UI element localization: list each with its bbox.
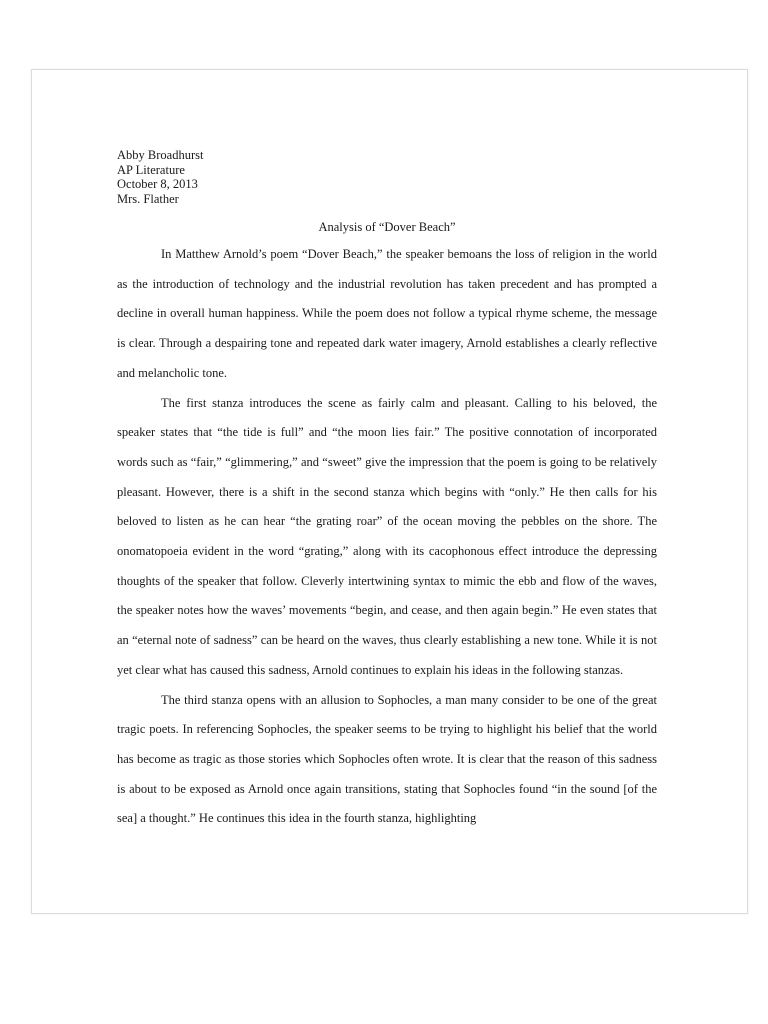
paragraph-stanza-one-two: The first stanza introduces the scene as fairly calm and pleasant. Calling to his beloved, the speaker states that “the tide is full” and “the moon lies fair.” The positive connotation of incorporated words such as “fair,” “glimmering,” and “sweet” give the impression that the poem is going to be relatively pleasant. However, there is a shift in the second stanza which begins with “only.” He then calls for his beloved to listen as he can hear “the grating roar” of the ocean moving the pebbles on the shore. The onomatopoeia evident in the word “grating,” along with its cacophonous effect introduce the depressing thoughts of the speaker that follow. Cleverly intertwining syntax to mimic the ebb and flow of the waves, the speaker notes how the waves’ movements “begin, and cease, and then again begin.” He even states that an “eternal note of sadness” can be heard on the waves, thus clearly establishing a new tone. While it is not yet clear what has caused this sadness, Arnold continues to explain his ideas in the following stanzas. xyxy=(117,395,657,677)
document-page xyxy=(31,69,748,914)
teacher-name: Mrs. Flather xyxy=(117,191,179,206)
essay-date: October 8, 2013 xyxy=(117,177,198,191)
document-content xyxy=(117,148,657,834)
heading-block xyxy=(117,148,657,206)
essay-title: Analysis of “Dover Beach” xyxy=(318,220,456,234)
paragraph-stanza-three: The third stanza opens with an allusion to Sophocles, a man many consider to be one of the great tragic poets. In referencing Sophocles, the speaker seems to be trying to highlight his belief that the world has become as tragic as those stories which Sophocles often wrote. It is clear that the reason of this sadness is about to be exposed as Arnold once again transitions, stating that Sophocles found “in the sound [of the sea] a thought.” He continues this idea in the fourth stanza, highlighting xyxy=(117,692,657,826)
paragraph-intro: In Matthew Arnold’s poem “Dover Beach,” the speaker bemoans the loss of religion in the world as the introduction of technology and the industrial revolution has taken precedent and has prompted a decline in overall human happiness. While the poem does not follow a typical rhyme scheme, the message is clear. Through a despairing tone and repeated dark water imagery, Arnold establishes a clearly reflective and melancholic tone. xyxy=(117,247,657,380)
author-name: Abby Broadhurst xyxy=(117,148,204,162)
course-name: AP Literature xyxy=(117,162,185,177)
